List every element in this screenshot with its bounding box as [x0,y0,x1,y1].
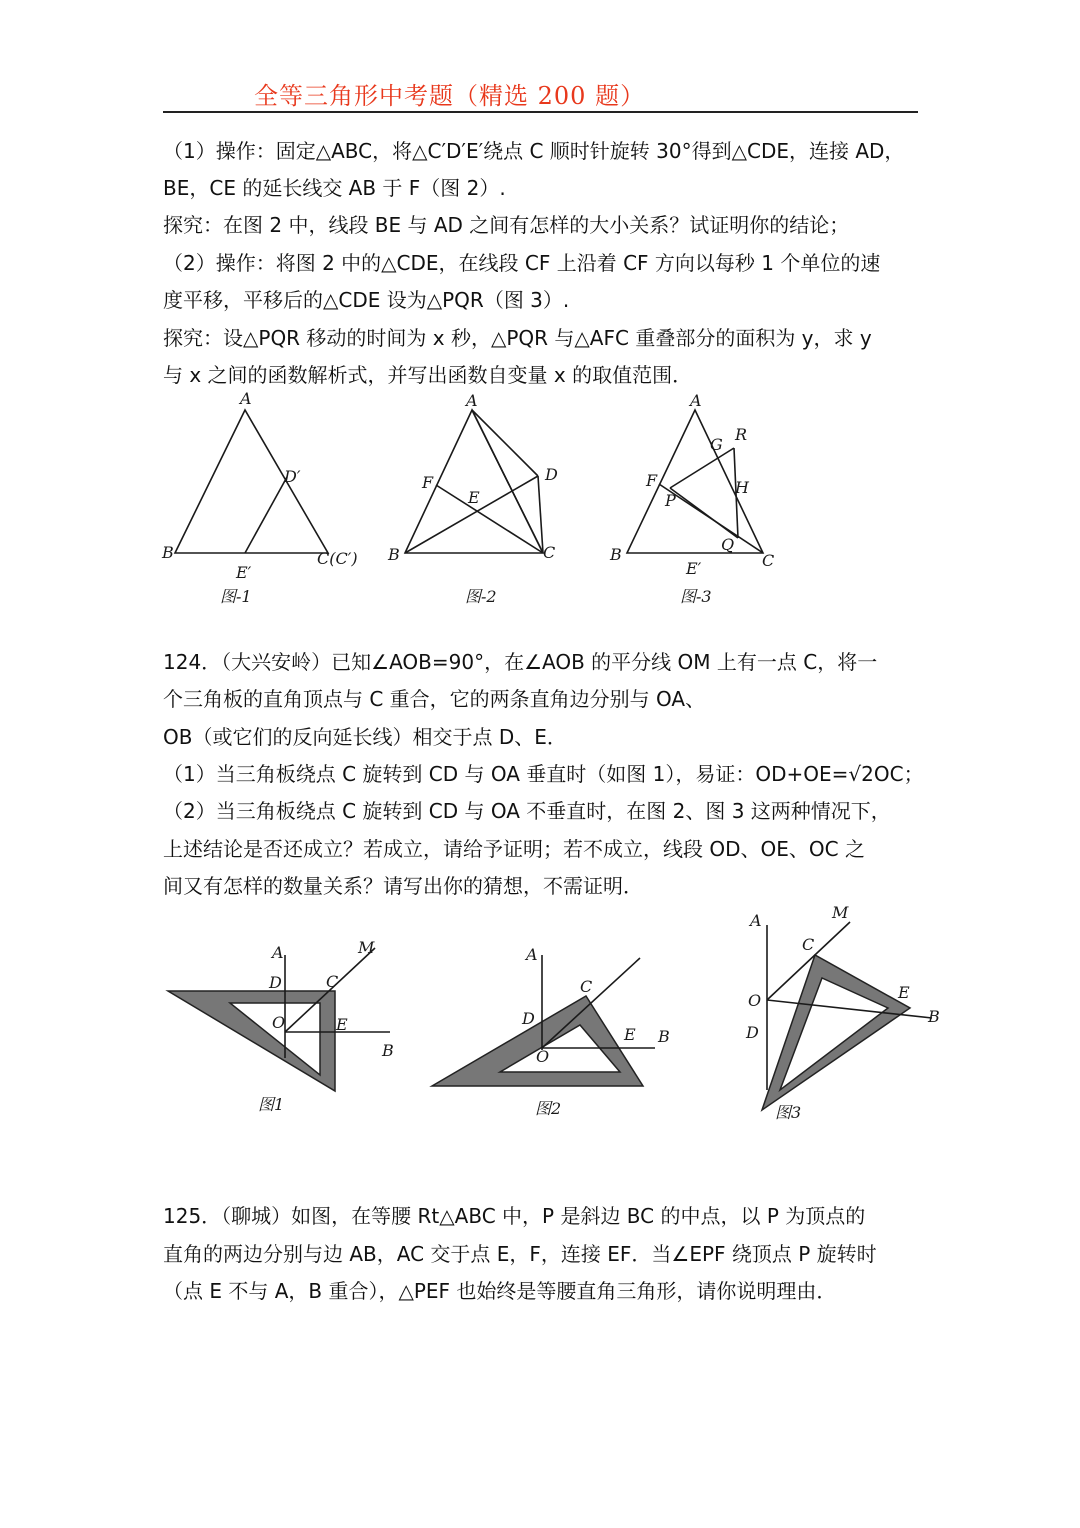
q123-line-5: 度平移，平移后的△CDE 设为△PQR（图 3）. [163,288,570,312]
q123-line-3: 探究：在图 2 中，线段 BE 与 AD 之间有怎样的大小关系？试证明你的结论； [163,213,850,237]
q124-line-2: 个三角板的直角顶点与 C 重合，它的两条直角边分别与 OA、 [163,687,706,711]
q124-fig1-label-a: A [272,943,284,962]
q124-fig3-caption: 图3 [775,1103,802,1122]
q124-fig2-caption: 图2 [535,1099,562,1118]
q123-figure-3 [609,391,774,606]
q124-line-4: （1）当三角板绕点 C 旋转到 CD 与 OA 垂直时（如图 1），易证：OD+OE=√2OC； [163,762,924,786]
fig1-caption: 图-1 [220,587,252,606]
fig1-label-c: C(C′) [317,549,358,568]
q124-line-3: OB（或它们的反向延长线）相交于点 D、E． [163,725,567,749]
q123-line-7: 与 x 之间的函数解析式，并写出函数自变量 x 的取值范围． [163,363,693,387]
fig1-label-a: A [240,389,252,408]
fig1-label-d: D′ [284,467,301,486]
q125-line-2: 直角的两边分别与边 AB，AC 交于点 E，F，连接 EF．当∠EPF 绕顶点 P 旋转时 [163,1242,877,1266]
q124-line-1: 124．（大兴安岭）已知∠AOB=90°，在∠AOB 的平分线 OM 上有一点 C，将一 [163,650,878,674]
header-divider [163,111,918,113]
q124-fig1-caption: 图1 [258,1095,285,1114]
fig3-label-b: B [610,545,622,564]
fig2-label-f: F [422,473,434,492]
q124-fig2-label-o: O [536,1047,550,1066]
q124-fig1-label-c: C [326,972,339,991]
q123-figures [150,388,910,618]
q124-fig1-label-e: E [336,1015,348,1034]
fig2-caption: 图-2 [465,587,497,606]
q123-line-6: 探究：设△PQR 移动的时间为 x 秒，△PQR 与△AFC 重叠部分的面积为 y，求 y [163,326,872,350]
q123-line-1: （1）操作：固定△ABC，将△C′D′E′绕点 C 顺时针旋转 30°得到△CDE，连接 AD， [163,139,905,163]
q124-fig2-label-c: C [580,977,593,996]
q124-fig3-label-d: D [746,1023,759,1042]
q124-fig1-label-m: M [358,938,375,957]
q124-fig2-label-d: D [522,1009,535,1028]
fig3-label-a: A [690,391,702,410]
q124-line-6: 上述结论是否还成立？若成立，请给予证明；若不成立，线段 OD、OE、OC 之 [163,837,865,861]
q123-line-2: BE，CE 的延长线交 AB 于 F（图 2）. [163,176,506,200]
fig2-label-c: C [543,543,556,562]
q124-fig3-label-b: B [928,1007,940,1026]
q124-fig1-label-d: D [269,973,282,992]
q124-fig3-label-e: E [898,983,910,1002]
fig3-label-c: C [762,551,775,570]
q124-line-5: （2）当三角板绕点 C 旋转到 CD 与 OA 不垂直时，在图 2、图 3 这两种情况下， [163,799,891,823]
q124-fig3-label-a: A [750,911,762,930]
q125-line-1: 125．（聊城）如图，在等腰 Rt△ABC 中，P 是斜边 BC 的中点，以 P 为顶点的 [163,1204,866,1228]
fig2-label-b: B [388,545,400,564]
fig3-label-g: G [710,435,723,454]
q123-line-4: （2）操作：将图 2 中的△CDE，在线段 CF 上沿着 CF 方向以每秒 1 个单位的速 [163,251,881,275]
fig1-label-b: B [162,543,174,562]
q124-fig3-label-m: M [832,903,849,922]
q124-fig2-label-b: B [658,1027,670,1046]
q124-fig3-label-c: C [802,935,815,954]
page-header-title: 全等三角形中考题（精选 200 题） [254,82,646,110]
fig3-label-h: H [735,478,749,497]
fig2-label-a: A [466,391,478,410]
q124-fig2-label-e: E [624,1025,636,1044]
q124-figures [150,900,950,1130]
fig3-label-e: E′ [686,559,702,578]
fig3-caption: 图-3 [680,587,712,606]
fig2-label-e: E [468,488,480,507]
fig1-label-e: E′ [236,563,252,582]
q124-fig2-label-a: A [526,945,538,964]
fig2-label-d: D [545,465,558,484]
q123-figure-2 [387,391,558,606]
q124-fig1-label-b: B [382,1041,394,1060]
q124-line-7: 间又有怎样的数量关系？请写出你的猜想，不需证明． [163,874,643,898]
q124-figure-2 [432,945,670,1118]
q125-line-3: （点 E 不与 A，B 重合），△PEF 也始终是等腰直角三角形，请你说明理由． [163,1279,837,1303]
q124-fig3-label-o: O [748,991,762,1010]
q124-figure-3 [745,903,940,1122]
fig3-label-q: Q [721,535,735,554]
q124-figure-1 [168,938,394,1114]
fig3-label-r: R [735,425,748,444]
fig3-label-f: F [646,471,658,490]
q124-fig1-label-o: O [272,1013,286,1032]
q123-figure-1 [161,389,358,606]
fig3-label-p: P [665,491,676,510]
